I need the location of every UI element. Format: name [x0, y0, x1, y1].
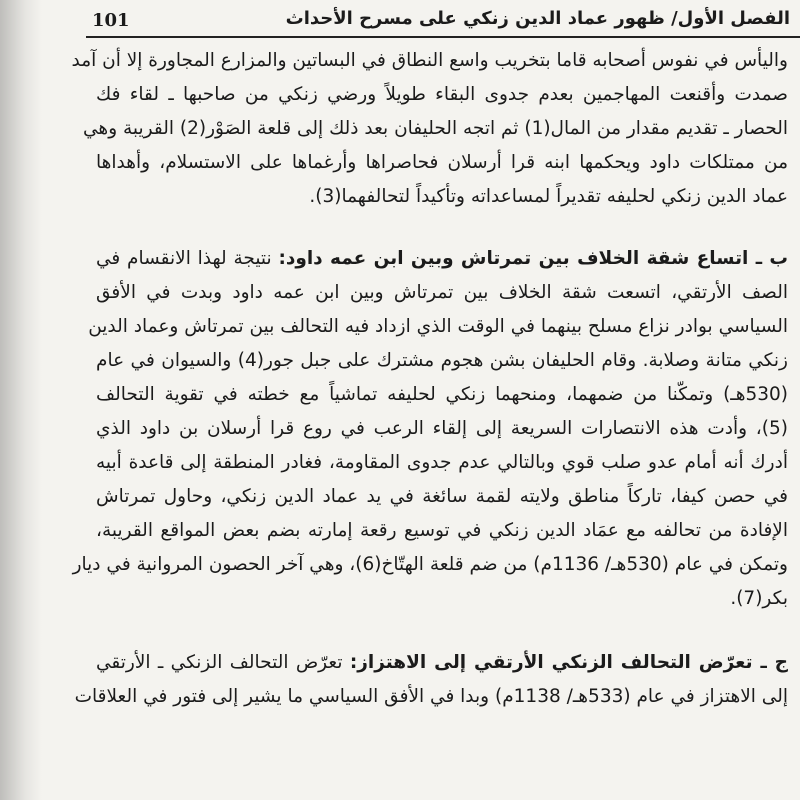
running-head: الفصل الأول/ ظهور عماد الدين زنكي على مسرح الأحداث [285, 8, 790, 29]
text-line: صمدت وأقنعت المهاجمين بعدم جدوى البقاء طويلاً ورضي زنكي من صاحبها ـ لقاء فك [96, 84, 788, 105]
text-line: (5)، وأدت هذه الانتصارات السريعة إلى إلقاء الرعب في روع قرا أرسلان بن داود الذي [96, 418, 788, 439]
page-body [71, 44, 788, 714]
section-b-heading: ب ـ اتساع شقة الخلاف بين تمرتاش وبين ابن عمه داود: [278, 248, 788, 269]
section-c [74, 646, 788, 714]
text-line: بكر(7). [730, 588, 788, 609]
text-line: في حصن كيفا، تاركاً مناطق ولايته لقمة سائغة في يد عماد الدين زنكي، وحاول تمرتاش [96, 486, 788, 507]
section-c-first-line [96, 646, 788, 680]
section-b-first-line [96, 242, 788, 276]
text-line: زنكي متانة وصلابة. وقام الحليفان بشن هجوم مشترك على جبل جور(4) والسيوان في عام [96, 350, 788, 371]
page-number: 101 [92, 10, 130, 31]
binding-shadow [0, 0, 42, 800]
section-c-heading: ج ـ تعرّض التحالف الزنكي الأرتقي إلى الاهتزاز: [349, 652, 788, 673]
section-b [72, 242, 788, 616]
text-line: أدرك أنه أمام عدو صلب قوي وبالتالي عدم جدوى المقاومة، فغادر المنطقة إلى قاعدة أبيه [96, 452, 788, 473]
text-line: الحصار ـ تقديم مقدار من المال(1) ثم اتجه الحليفان بعد ذلك إلى قلعة الصَوْر(2) القريبة وهي [83, 118, 788, 139]
text-line: عماد الدين زنكي لحليفه تقديراً لمساعداته وتأكيداً لتحالفهما(3). [309, 186, 788, 207]
text-line: واليأس في نفوس أصحابه قاما بتخريب واسع النطاق في البساتين والمزارع المجاورة إلا أن آمد [71, 50, 788, 71]
section-b-text: نتيجة لهذا الانقسام في [96, 248, 279, 269]
paragraph-1 [71, 44, 788, 214]
text-line: الإفادة من تحالفه مع عمَاد الدين زنكي في توسيع رقعة إمارته بضم بعض المواقع القريبة، [96, 520, 788, 541]
text-line: (530هـ) وتمكّنا من ضمهما، ومنحهما زنكي لحليفه تماشياً مع خطته في تقوية التحالف [96, 384, 788, 405]
header-rule [86, 36, 800, 38]
text-line: إلى الاهتزاز في عام (533هـ/ 1138م) وبدا في الأفق السياسي ما يشير إلى فتور في العلاقات [74, 686, 788, 707]
page-header [0, 0, 800, 40]
text-line: من ممتلكات داود ويحكمها ابنه قرا أرسلان فحاصراها وأرغماها على الاستسلام، وأهداها [96, 152, 788, 173]
text-line: الصف الأرتقي، اتسعت شقة الخلاف بين تمرتاش وبين ابن عمه داود وبدت في الأفق [96, 282, 788, 303]
section-c-text: تعرّض التحالف الزنكي ـ الأرتقي [96, 652, 350, 673]
text-line: السياسي بوادر نزاع مسلح بينهما في الوقت الذي ازداد فيه التحالف بين تمرتاش وعماد الدين [88, 316, 788, 337]
text-line: وتمكن في عام (530هـ/ 1136م) من ضم قلعة الهتّاخ(6)، وهي آخر الحصون المروانية في ديار [72, 554, 788, 575]
